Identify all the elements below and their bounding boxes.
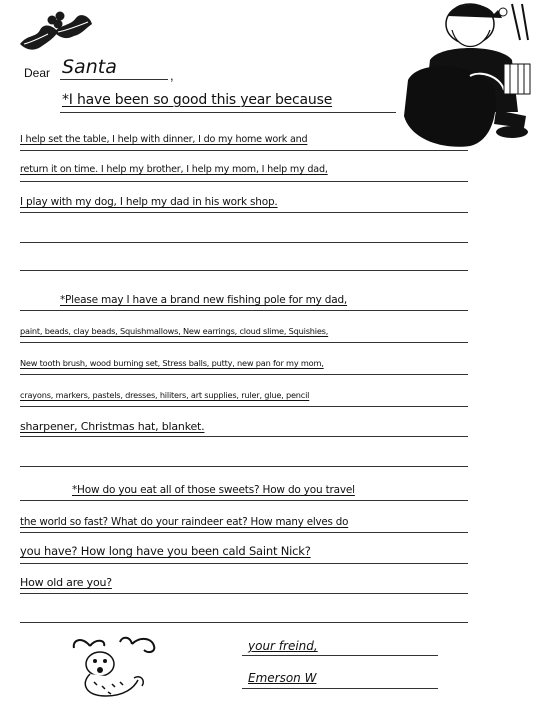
rule — [20, 212, 468, 213]
greeting-rule — [60, 79, 168, 80]
paragraph2-line1: *Please may I have a brand new fishing pole for my dad, — [60, 294, 348, 306]
paragraph2-line5: sharpener, Christmas hat, blanket. — [20, 420, 205, 433]
paragraph3-line4: How old are you? — [20, 576, 112, 589]
santa-with-sack-icon — [400, 0, 540, 150]
rule — [20, 242, 468, 243]
closing: your freind, — [248, 639, 318, 653]
rule — [20, 150, 468, 151]
rule — [20, 622, 468, 623]
greeting-prefix: Dear — [24, 66, 51, 80]
paragraph3-line2: the world so fast? What do your raindeer eat? How many elves do — [20, 516, 349, 528]
rule — [20, 532, 468, 533]
reindeer-icon — [60, 636, 164, 698]
paragraph3-line3: you have? How long have you been cald Saint Nick? — [20, 544, 311, 558]
paragraph1-line3: return it on time. I help my brother, I help my mom, I help my dad, — [20, 164, 328, 175]
paragraph2-line2: paint, beads, clay beads, Squishmallows, New earrings, cloud slime, Squishies, — [20, 326, 329, 336]
paragraph1-line2: I help set the table, I help with dinner, I do my home work and — [20, 134, 308, 145]
rule — [20, 593, 468, 594]
rule — [20, 342, 468, 343]
rule — [20, 181, 468, 182]
rule — [60, 112, 396, 113]
paragraph1-line4: I play with my dog, I help my dad in his work shop. — [20, 196, 278, 208]
rule — [20, 406, 468, 407]
greeting-comma: , — [170, 68, 174, 83]
holly-icon — [14, 4, 96, 60]
rule — [20, 374, 468, 375]
rule — [20, 500, 468, 501]
paragraph2-line3: New tooth brush, wood burning set, Stress balls, putty, new pan for my mom, — [20, 358, 324, 368]
rule — [20, 563, 468, 564]
rule — [20, 310, 468, 311]
closing-rule — [242, 655, 438, 656]
rule — [20, 270, 468, 271]
signature-rule — [242, 688, 438, 689]
paragraph2-line4: crayons, markers, pastels, dresses, hiliters, art supplies, ruler, glue, pencil — [20, 390, 310, 400]
signature: Emerson W — [248, 671, 317, 685]
rule — [20, 436, 468, 437]
paragraph1-line1: *I have been so good this year because — [62, 92, 333, 108]
paragraph3-line1: *How do you eat all of those sweets? How do you travel — [72, 484, 355, 496]
greeting-name: Santa — [62, 56, 117, 78]
rule — [20, 466, 468, 467]
